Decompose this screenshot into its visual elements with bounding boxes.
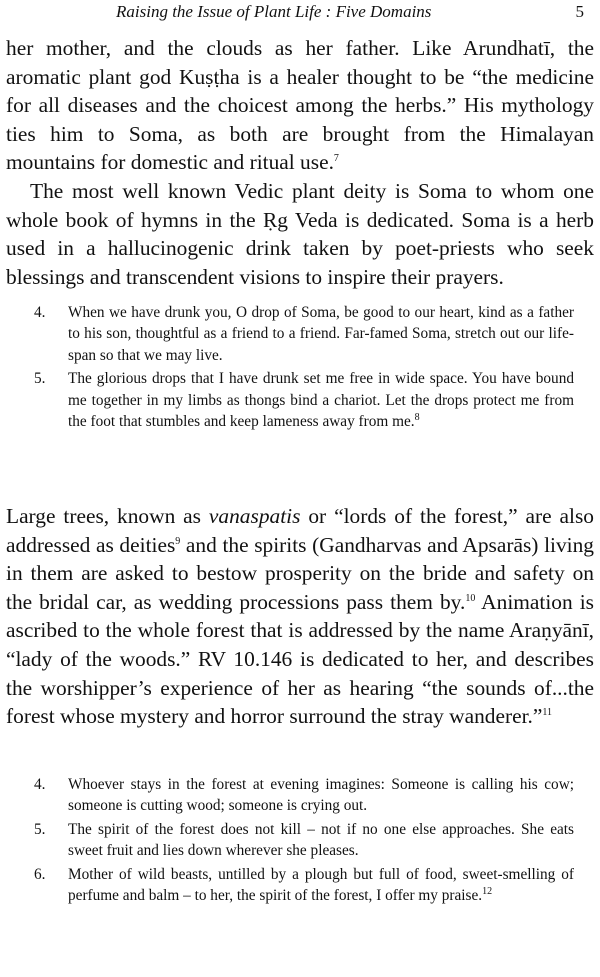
verse-number: 5. bbox=[34, 370, 46, 388]
paragraph-1-text: her mother, and the clouds as her father. Like Arundhatī, the aromatic plant god Kuṣṭha is a healer thought to be “the medicine for all diseases and the choicest among the herbs.” His mythology ties him to Soma, as both are brought from the Himalayan mountains for domestic and ritual use. bbox=[6, 36, 594, 175]
extract-item bbox=[34, 302, 574, 366]
page-number: 5 bbox=[575, 2, 584, 21]
verse-text: Whoever stays in the forest at evening imagines: Someone is calling his cow; someone is cutting wood; someone is crying out. bbox=[68, 776, 574, 815]
verse-text: The spirit of the forest does not kill – not if no one else approaches. She eats sweet fruit and lies down wherever she pleases. bbox=[68, 820, 574, 860]
extract-item bbox=[34, 819, 574, 862]
forest-hymn-extract bbox=[34, 774, 574, 906]
verse-text: Mother of wild beasts, untilled by a plough but full of food, sweet-smelling of perfume and balm – to her, the spirit of the forest, I offer my praise.$^{12}$ bbox=[68, 865, 574, 905]
running-head: Raising the Issue of Plant Life : Five Domains bbox=[116, 2, 432, 21]
soma-hymn-extract bbox=[34, 302, 574, 432]
footnote-ref-8: 8 bbox=[414, 411, 420, 423]
verse-text: When we have drunk you, O drop of Soma, be good to our heart, kind as a father to his son, thoughtful as a friend to a friend. Far-famed Soma, stretch out our life-span so that we may live. bbox=[68, 304, 574, 364]
paragraph-1 bbox=[6, 34, 594, 177]
footnote-ref-10: 10 bbox=[465, 592, 476, 604]
extract-item bbox=[34, 368, 574, 432]
verse-number: 5. bbox=[34, 820, 46, 838]
footnote-ref-11: 11 bbox=[542, 707, 553, 719]
extract-item bbox=[34, 774, 574, 817]
verse-text: The glorious drops that I have drunk set me free in wide space. You have bound me together in my limbs as thongs bind a chariot. Let the drops protect me from the foot that stumbles and keep lameness away from me.$^8$ bbox=[68, 370, 574, 431]
page-header bbox=[0, 2, 600, 26]
verse-number: 4. bbox=[34, 776, 46, 793]
verse-number: 6. bbox=[34, 865, 46, 883]
footnote-ref-9: 9 bbox=[175, 535, 181, 547]
paragraph-2 bbox=[6, 177, 594, 291]
paragraph-2-text: The most well known Vedic plant deity is Soma to whom one whole book of hymns in the Ṛg Veda is dedicated. Soma is a herb used in a hallucinogenic drink taken by poet-priests who seek blessings and transcendent visions to inspire their prayers. bbox=[6, 179, 594, 289]
extract-item bbox=[34, 864, 574, 907]
term-vanaspatis: vanaspatis bbox=[208, 504, 301, 528]
footnote-ref-7: 7 bbox=[333, 153, 339, 165]
paragraph-3: Large trees, known as vanaspatis or “lords of the forest,” are also addressed as deities$^9$ and the spirits (Gandharvas and Apsarās) living in them are asked to bestow prosperity on the bride and safety on the bridal car, as wedding processions pass them by.$^{10}$ Animation is ascribed to the whole forest that is addressed by the name Araṇyānī, “lady of the woods.” RV 10.146 is dedicated to her, and describes the worshipper’s experience of her as hearing “the sounds of...the forest whose mystery and horror surround the stray wanderer.”$^{11}$ bbox=[6, 504, 594, 729]
footnote-ref-12: 12 bbox=[482, 885, 493, 897]
verse-number: 4. bbox=[34, 304, 46, 321]
